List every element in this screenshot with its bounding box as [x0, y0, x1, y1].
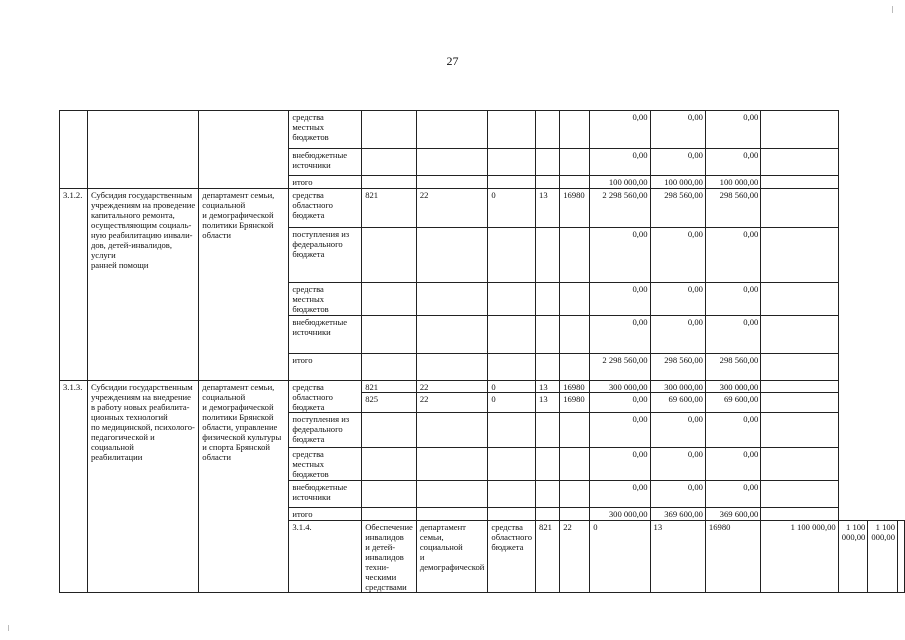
table-cell: 300 000,00: [590, 381, 650, 393]
table-cell: [362, 481, 417, 508]
table-row: [60, 111, 905, 149]
table-cell: [416, 149, 488, 176]
table-cell: [761, 189, 838, 228]
table-cell: 0: [488, 189, 536, 228]
table-cell: итого: [289, 354, 362, 381]
table-cell: 369 600,00: [650, 508, 705, 521]
table-cell: Субсидия государственным учреждениям на проведение капитального ремонта, осуществляющим социаль- ную реабилитацию инвали- дов, детей-инвалидов, услуги ранней помощи: [87, 189, 198, 381]
table-cell: [560, 413, 590, 448]
table-cell: [536, 508, 560, 521]
table-cell: 0: [590, 521, 650, 593]
table-cell: [761, 111, 838, 149]
table-cell: [761, 283, 838, 316]
table-cell: [761, 448, 838, 481]
table-cell: 300 000,00: [590, 508, 650, 521]
table-cell: средства местных бюджетов: [289, 283, 362, 316]
table-cell: [536, 413, 560, 448]
table-cell: 69 600,00: [650, 393, 705, 413]
table-cell: средства областного бюджета: [289, 189, 362, 228]
table-cell: средства областного бюджета: [289, 381, 362, 413]
table-cell: департамент семьи, социальной и демографической политики Брянской области, управление физической культуры и спорта Брянской области: [199, 381, 289, 593]
table-cell: 0,00: [705, 413, 760, 448]
table-cell: 821: [362, 189, 417, 228]
table-cell: [416, 111, 488, 149]
table-cell: [898, 521, 905, 593]
table-cell: [416, 481, 488, 508]
table-cell: [488, 316, 536, 354]
table-cell: внебюджетные источники: [289, 481, 362, 508]
table-cell: [560, 508, 590, 521]
table-cell: [416, 448, 488, 481]
table-cell: [488, 354, 536, 381]
table-row: [60, 381, 905, 393]
table-cell: 100 000,00: [650, 176, 705, 189]
table-cell: [761, 228, 838, 283]
table-cell: 22: [416, 393, 488, 413]
table-cell: [761, 354, 838, 381]
table-cell: 1 100 000,00: [761, 521, 838, 593]
table-cell: 13: [536, 189, 560, 228]
page-number: 27: [446, 54, 459, 68]
table-cell: средства областного бюджета: [488, 521, 536, 593]
table-cell: 0,00: [590, 149, 650, 176]
table-cell: [536, 111, 560, 149]
table-cell: 0,00: [705, 448, 760, 481]
table-cell: [416, 283, 488, 316]
table-cell: [362, 283, 417, 316]
table-cell: 0,00: [650, 316, 705, 354]
table-cell: [362, 149, 417, 176]
table-cell: 0,00: [590, 481, 650, 508]
table-cell: 298 560,00: [705, 354, 760, 381]
table-cell: 1 100 000,00: [868, 521, 898, 593]
table-cell: [362, 448, 417, 481]
table-cell: [761, 381, 838, 393]
table-cell: 0,00: [650, 228, 705, 283]
table-cell: 0,00: [590, 283, 650, 316]
table-cell: [761, 413, 838, 448]
table-cell: 3.1.2.: [60, 189, 88, 381]
table-cell: [416, 316, 488, 354]
table-cell: Обеспечение инвалидов и детей-инвалидов техни- ческими средствами: [362, 521, 417, 593]
table-cell: [488, 448, 536, 481]
table-cell: 3.1.4.: [289, 521, 362, 593]
table-cell: внебюджетные источники: [289, 316, 362, 354]
table-cell: 0,00: [705, 228, 760, 283]
table-cell: 2 298 560,00: [590, 354, 650, 381]
table-cell: 0,00: [650, 448, 705, 481]
table-cell: [416, 508, 488, 521]
table-cell: департамент семьи, социальной и демографической политики Брянской области: [199, 189, 289, 381]
table-cell: [536, 149, 560, 176]
table-cell: [560, 481, 590, 508]
table-cell: [488, 283, 536, 316]
table-cell: 0,00: [705, 316, 760, 354]
scan-mark: [892, 6, 893, 13]
table-cell: Субсидии государственным учреждениям на внедрение в работу новых реабилита- ционных технологий по медицинской, психолого- педагогической и социальной реабилитации: [87, 381, 198, 593]
table-cell: 300 000,00: [650, 381, 705, 393]
table-cell: средства местных бюджетов: [289, 111, 362, 149]
table-cell: 22: [560, 521, 590, 593]
table-cell: [560, 228, 590, 283]
table-cell: [416, 354, 488, 381]
table-cell: [560, 283, 590, 316]
table-cell: [362, 176, 417, 189]
table-cell: [536, 316, 560, 354]
table-cell: [761, 481, 838, 508]
table-cell: 0: [488, 393, 536, 413]
table-cell: 0,00: [650, 283, 705, 316]
table-cell: 13: [650, 521, 705, 593]
table-cell: итого: [289, 176, 362, 189]
table-cell: 0,00: [590, 228, 650, 283]
table-cell: 369 600,00: [705, 508, 760, 521]
table-cell: 16980: [560, 381, 590, 393]
table-cell: [536, 448, 560, 481]
table-cell: 0,00: [705, 111, 760, 149]
table-cell: 0,00: [705, 481, 760, 508]
table-cell: [416, 176, 488, 189]
table-cell: [60, 111, 88, 189]
table-cell: [87, 111, 198, 189]
table-cell: итого: [289, 508, 362, 521]
table-cell: 1 100 000,00: [838, 521, 868, 593]
table-cell: 0,00: [590, 316, 650, 354]
table-cell: [560, 316, 590, 354]
table-cell: 22: [416, 189, 488, 228]
table-cell: [761, 393, 838, 413]
table-cell: [362, 413, 417, 448]
table-cell: [560, 176, 590, 189]
table-cell: [536, 283, 560, 316]
table-cell: 0,00: [590, 413, 650, 448]
table-cell: 0,00: [650, 481, 705, 508]
table-cell: [362, 228, 417, 283]
table-cell: 2 298 560,00: [590, 189, 650, 228]
table-cell: [560, 448, 590, 481]
table-cell: 0,00: [705, 149, 760, 176]
table-cell: поступления из федерального бюджета: [289, 228, 362, 283]
table-cell: [536, 176, 560, 189]
table-cell: 821: [536, 521, 560, 593]
table-cell: [199, 111, 289, 189]
table-cell: [488, 481, 536, 508]
table-cell: 16980: [560, 189, 590, 228]
table-cell: 0,00: [590, 448, 650, 481]
table-cell: 0,00: [590, 111, 650, 149]
table-cell: [488, 413, 536, 448]
table-cell: [362, 111, 417, 149]
table-cell: 821: [362, 381, 417, 393]
table-cell: 298 560,00: [705, 189, 760, 228]
table-cell: [761, 316, 838, 354]
table-cell: 0,00: [705, 283, 760, 316]
table-cell: 22: [416, 381, 488, 393]
table-cell: поступления из федерального бюджета: [289, 413, 362, 448]
table-cell: [536, 228, 560, 283]
table-cell: 13: [536, 393, 560, 413]
table-cell: [761, 508, 838, 521]
table-cell: [416, 413, 488, 448]
table-cell: средства местных бюджетов: [289, 448, 362, 481]
table-cell: 13: [536, 381, 560, 393]
table-cell: 0,00: [590, 393, 650, 413]
table-cell: [560, 354, 590, 381]
table-cell: [560, 149, 590, 176]
table-cell: 298 560,00: [650, 354, 705, 381]
table-cell: [560, 111, 590, 149]
table-cell: 298 560,00: [650, 189, 705, 228]
table-cell: [488, 111, 536, 149]
table-cell: внебюджетные источники: [289, 149, 362, 176]
table-cell: [536, 354, 560, 381]
table-cell: [362, 354, 417, 381]
table-cell: 0: [488, 381, 536, 393]
table-cell: [416, 228, 488, 283]
table-cell: 16980: [560, 393, 590, 413]
table-cell: 300 000,00: [705, 381, 760, 393]
table-cell: 0,00: [650, 111, 705, 149]
budget-table: [59, 110, 905, 593]
table-cell: департамент семьи, социальной и демографической: [416, 521, 488, 593]
scan-mark: [8, 625, 9, 631]
table-cell: [761, 176, 838, 189]
table-row: [60, 189, 905, 228]
table-cell: 825: [362, 393, 417, 413]
table-cell: [536, 481, 560, 508]
table-cell: 3.1.3.: [60, 381, 88, 593]
table-cell: [362, 508, 417, 521]
table-cell: 100 000,00: [705, 176, 760, 189]
table-cell: [488, 508, 536, 521]
table-cell: [761, 149, 838, 176]
table-cell: 0,00: [650, 413, 705, 448]
table-cell: [362, 316, 417, 354]
table-cell: 69 600,00: [705, 393, 760, 413]
table-cell: 0,00: [650, 149, 705, 176]
table-cell: 100 000,00: [590, 176, 650, 189]
table-cell: 16980: [705, 521, 760, 593]
table-cell: [488, 176, 536, 189]
table-cell: [488, 149, 536, 176]
table-cell: [488, 228, 536, 283]
